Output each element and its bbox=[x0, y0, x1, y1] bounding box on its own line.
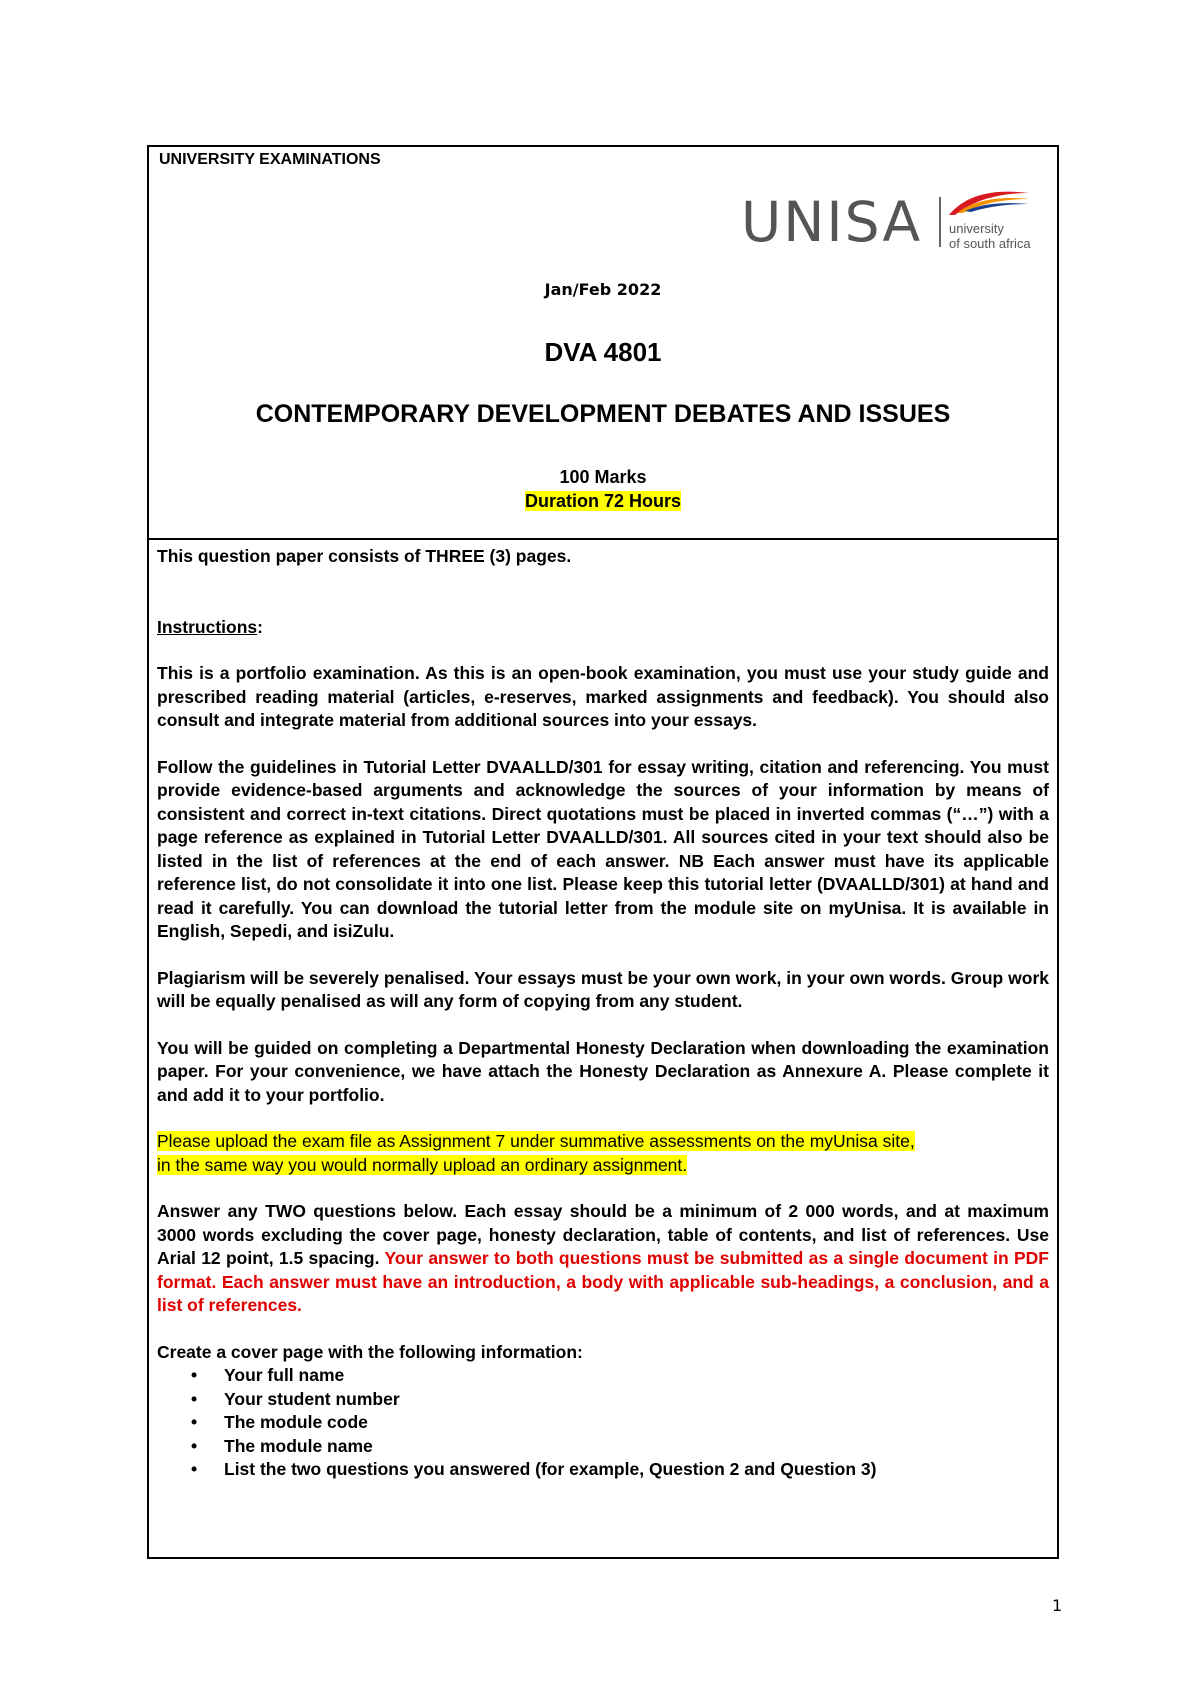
logo-swoosh-icon bbox=[947, 187, 1031, 217]
cover-heading: Create a cover page with the following information: bbox=[157, 1341, 583, 1362]
upload-line-1: Please upload the exam file as Assignment 7 under summative assessments on the myUnisa site, bbox=[157, 1131, 915, 1151]
header-section bbox=[149, 147, 1057, 540]
list-item: • List the two questions you answered (for example, Question 2 and Question 3) bbox=[224, 1458, 1049, 1482]
upload-line-2: in the same way you would normally upload an ordinary assignment. bbox=[157, 1154, 688, 1175]
pages-note: This question paper consists of THREE (3) pages. bbox=[157, 546, 572, 566]
instructions-heading-colon: : bbox=[257, 616, 263, 637]
instructions-heading bbox=[157, 616, 1049, 640]
exam-date: Jan/Feb 2022 bbox=[544, 280, 662, 299]
paragraph-answer bbox=[157, 1200, 1049, 1318]
paragraph-honesty: You will be guided on completing a Departmental Honesty Declaration when downloading the examination paper. For your convenience, we have attach the Honesty Declaration as Annexure A. Please complete it and add it to your portfolio. bbox=[157, 1037, 1049, 1105]
total-marks: 100 Marks bbox=[559, 467, 647, 487]
instructions-section bbox=[157, 545, 1049, 1482]
instructions-heading-text: Instructions bbox=[157, 616, 258, 637]
duration bbox=[149, 491, 1057, 512]
answer-text: Answer any TWO questions below. Each essay should be a minimum of 2 000 words, and at maximum 3000 words excluding the cover page, honesty declaration, table of contents, and list of references. Use Arial 12 point, 1.5 spacing. bbox=[157, 1201, 1049, 1268]
module-title: CONTEMPORARY DEVELOPMENT DEBATES AND ISSUES bbox=[255, 400, 951, 428]
module-code: DVA 4801 bbox=[544, 337, 662, 367]
logo-sub-line-2: of south africa bbox=[949, 236, 1031, 251]
page-number: 1 bbox=[1052, 1596, 1063, 1615]
logo-subtitle bbox=[949, 221, 1031, 251]
answer-requirements-red: Your answer to both questions must be submitted as a single document in PDF format. Each answer must have an introduction, a body with applicable sub-headings, a conclusion, and a list of references. bbox=[157, 1248, 1049, 1315]
exam-label: UNIVERSITY EXAMINATIONS bbox=[159, 151, 381, 168]
paragraph-guidelines: Follow the guidelines in Tutorial Letter DVAALLD/301 for essay writing, citation and referencing. You must provide evidence-based arguments and acknowledge the sources of your information by means of consistent and correct in-text citations. Direct quotations must be placed in inverted commas (“…”) with a page reference as explained in Tutorial Letter DVAALLD/301. All sources cited in your text should also be listed in the list of references at the end of each answer. NB Each answer must have its applicable reference list, do not consolidate it into one list. Please keep this tutorial letter (DVAALLD/301) at hand and read it carefully. You can download the tutorial letter from the module site on myUnisa. It is available in English, Sepedi, and isiZulu. bbox=[157, 756, 1049, 941]
logo-wordmark: UNISA bbox=[741, 190, 923, 254]
upload-note bbox=[157, 1130, 1049, 1177]
paragraph-portfolio: This is a portfolio examination. As this is an open-book examination, you must use your study guide and prescribed reading material (articles, e-reserves, marked assignments and feedback). You should also consult and integrate material from additional sources into your essays. bbox=[157, 663, 1049, 730]
list-item: • The module code bbox=[224, 1411, 1049, 1435]
logo-divider bbox=[939, 197, 941, 247]
list-item: • The module name bbox=[224, 1435, 1049, 1459]
duration-text: Duration 72 Hours bbox=[524, 491, 682, 511]
logo-sub-line-1: university bbox=[949, 221, 1004, 236]
unisa-logo bbox=[741, 187, 1031, 257]
list-item: • Your full name bbox=[224, 1364, 1049, 1388]
cover-list bbox=[157, 1364, 1049, 1482]
list-item: • Your student number bbox=[224, 1388, 1049, 1412]
paragraph-plagiarism: Plagiarism will be severely penalised. Your essays must be your own work, in your own words. Group work will be equally penalised as will any form of copying from any student. bbox=[157, 967, 1049, 1011]
